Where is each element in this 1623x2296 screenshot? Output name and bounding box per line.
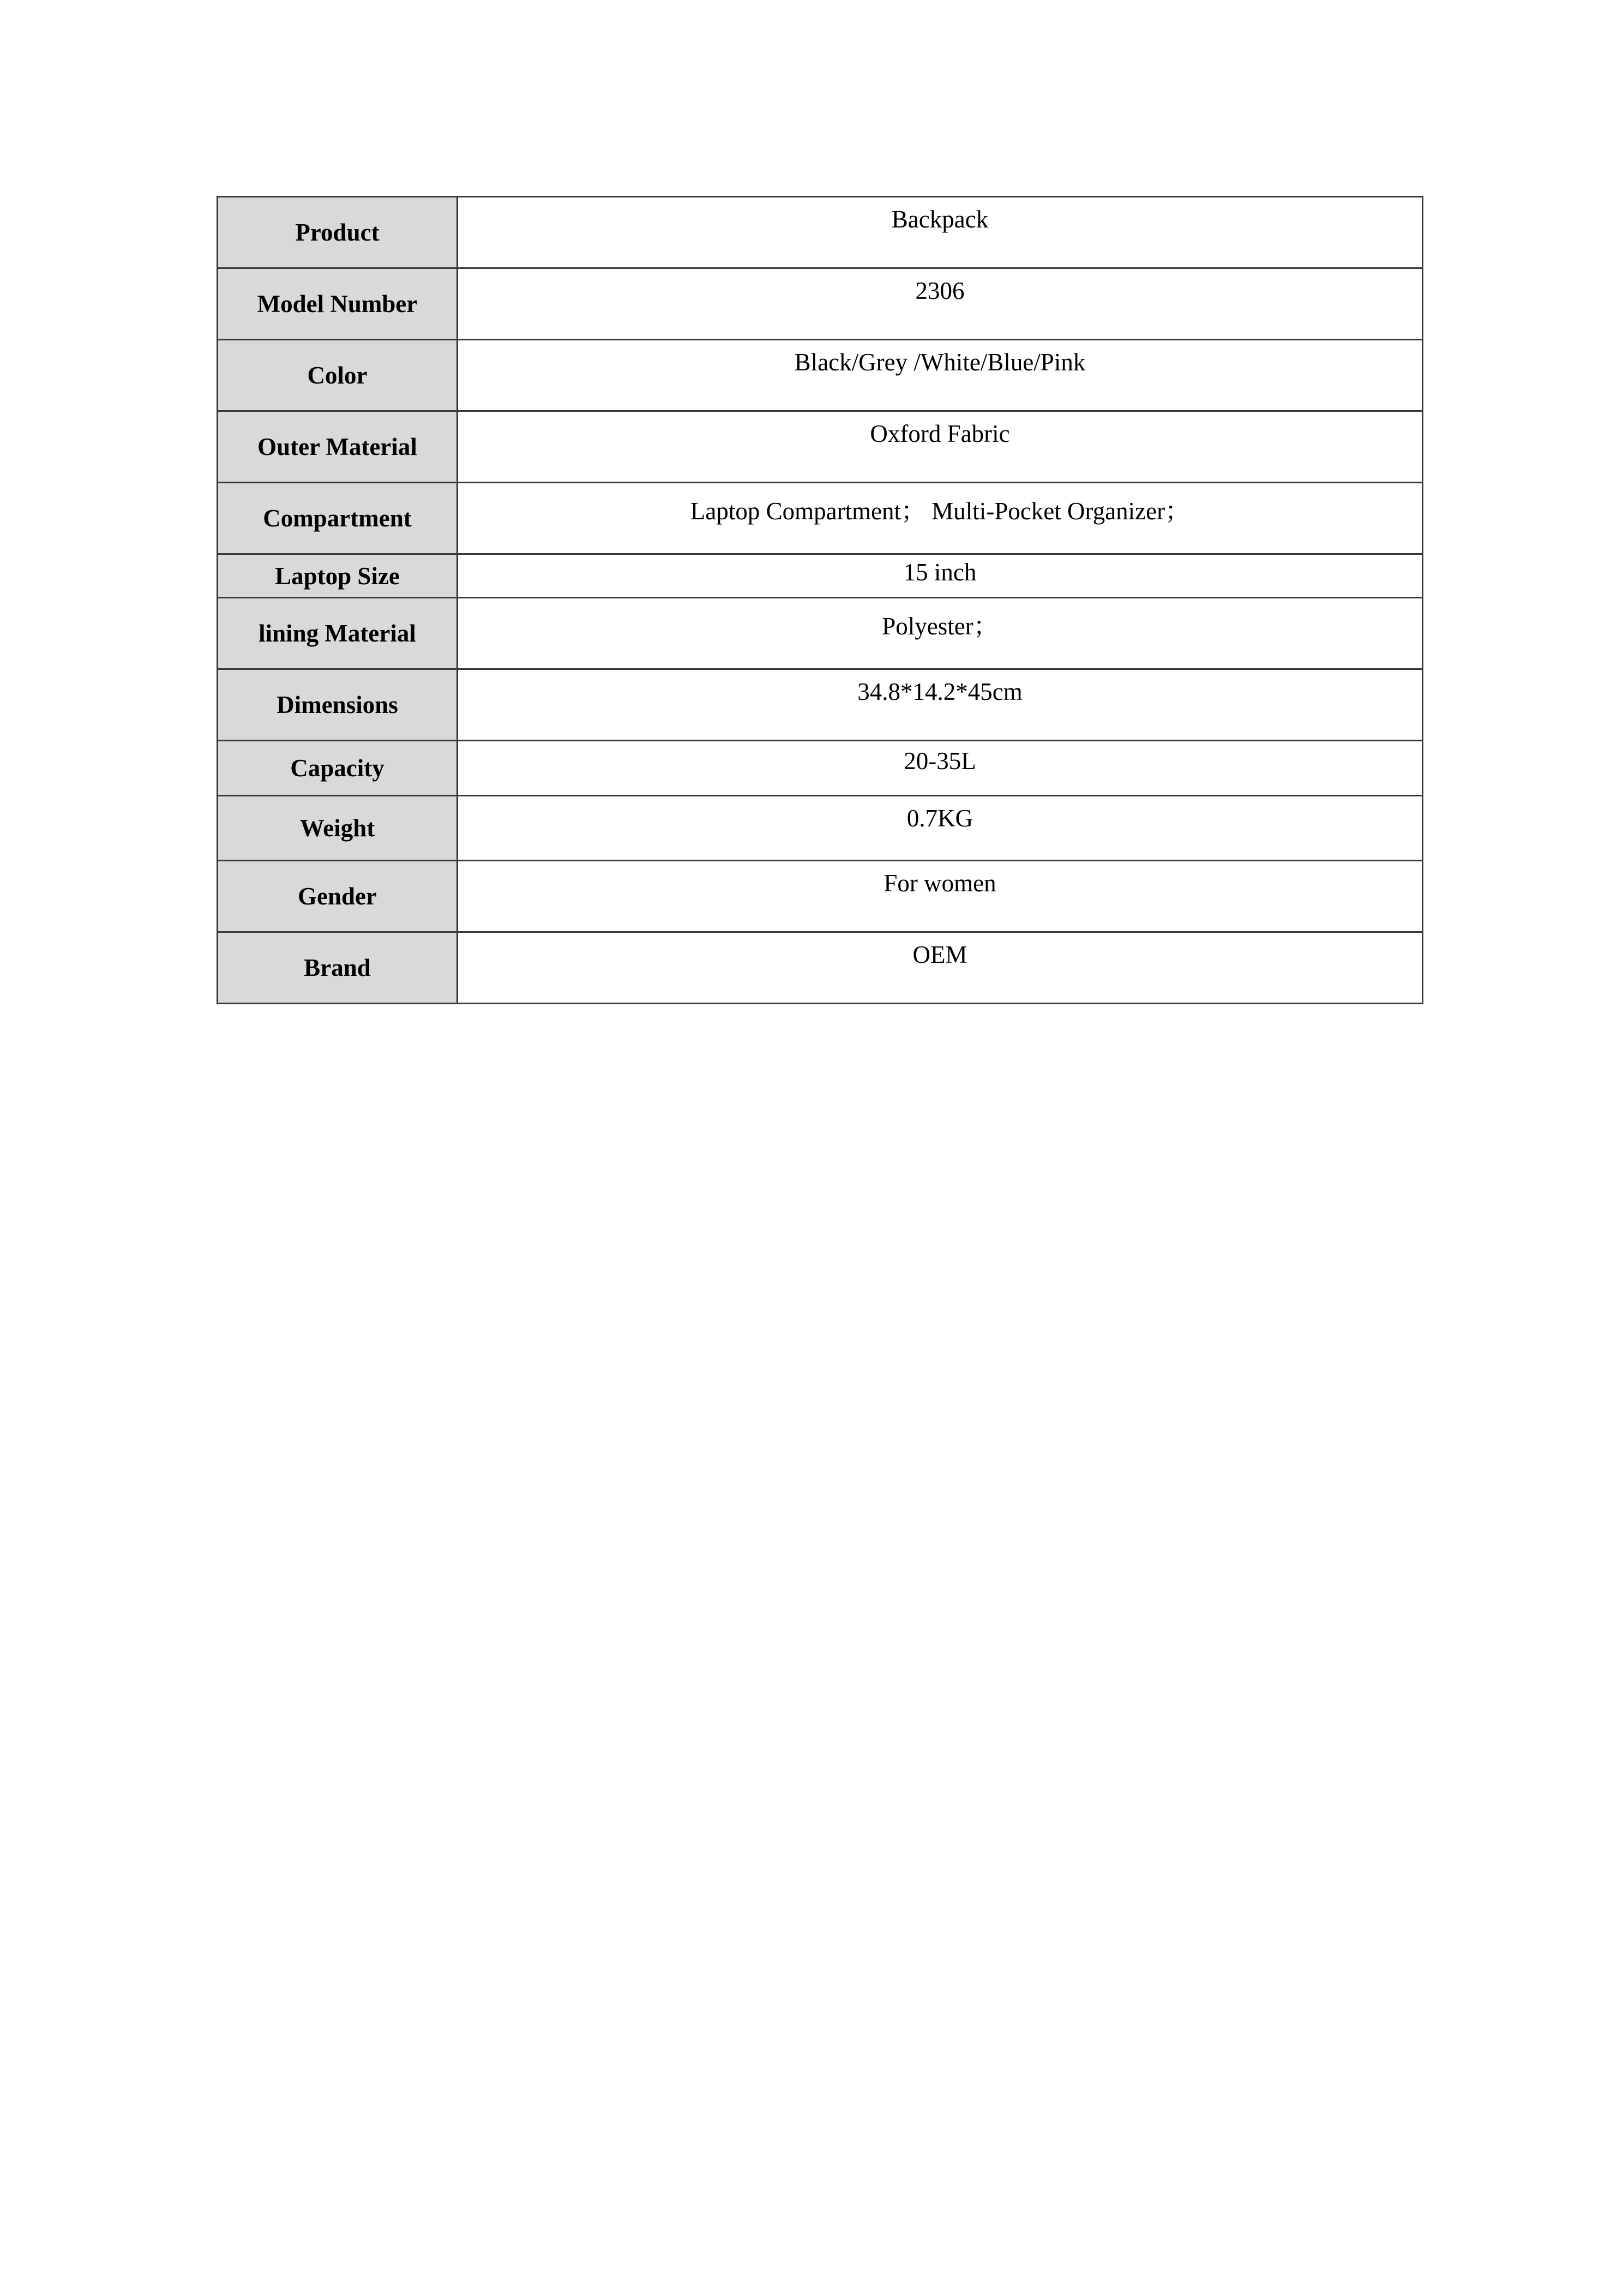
spec-label: Dimensions [218,669,458,741]
spec-label: Outer Material [218,411,458,483]
spec-value: 34.8*14.2*45cm [458,669,1423,741]
spec-label: Laptop Size [218,554,458,598]
spec-row-laptop-size [218,554,1423,598]
spec-value: 20-35L [458,741,1423,796]
spec-label: Weight [218,796,458,861]
spec-value: Oxford Fabric [458,411,1423,483]
spec-label: Model Number [218,268,458,340]
spec-label: Gender [218,861,458,932]
spec-row-capacity [218,741,1423,796]
spec-value: OEM [458,932,1423,1004]
spec-row-model-number [218,268,1423,340]
spec-label: Color [218,340,458,411]
spec-value: Backpack [458,197,1423,268]
spec-row-product [218,197,1423,268]
spec-row-weight [218,796,1423,861]
spec-value: Black/Grey /White/Blue/Pink [458,340,1423,411]
spec-row-outer-material [218,411,1423,483]
spec-value: 2306 [458,268,1423,340]
product-spec-table [217,196,1423,1004]
spec-label: lining Material [218,598,458,669]
spec-value: Laptop Compartment； Multi-Pocket Organizer； [458,483,1423,554]
spec-label: Brand [218,932,458,1004]
spec-label: Compartment [218,483,458,554]
spec-value: For women [458,861,1423,932]
spec-label: Capacity [218,741,458,796]
spec-row-color [218,340,1423,411]
spec-value: 15 inch [458,554,1423,598]
spec-row-gender [218,861,1423,932]
spec-row-brand [218,932,1423,1004]
spec-value: Polyester； [458,598,1423,669]
spec-value: 0.7KG [458,796,1423,861]
spec-row-dimensions [218,669,1423,741]
spec-row-compartment [218,483,1423,554]
spec-row-lining-material [218,598,1423,669]
spec-label: Product [218,197,458,268]
